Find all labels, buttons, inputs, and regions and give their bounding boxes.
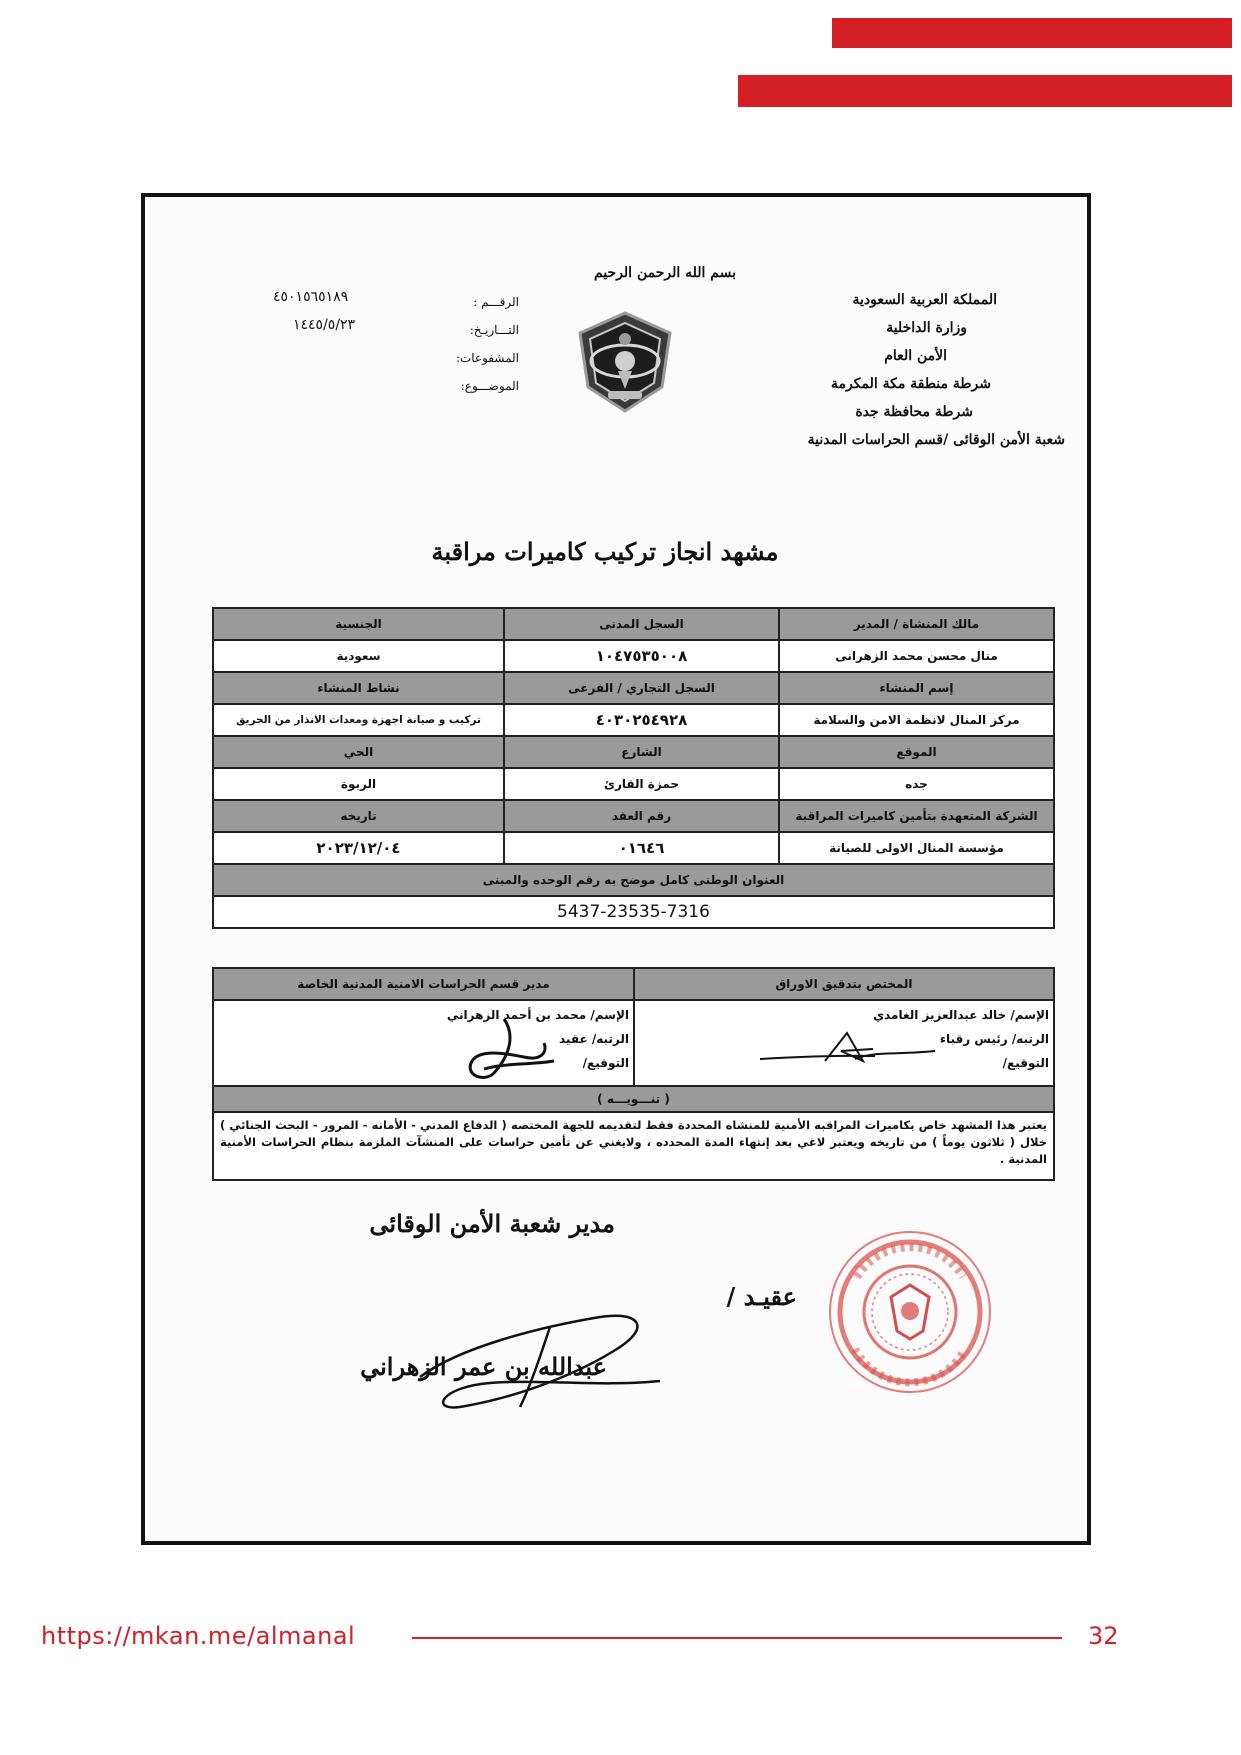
civil-record-label: السجل المدنى — [504, 608, 779, 640]
date-value: ١٤٤٥/٥/٢٣ — [293, 317, 356, 333]
facility-name-label: إسم المنشاء — [779, 672, 1054, 704]
signatures-table — [212, 967, 1055, 1181]
reviewer-signature-icon — [755, 1021, 955, 1081]
table-row — [213, 896, 1054, 928]
org-line-public-security: الأمن العام — [884, 348, 947, 364]
reviewer-header: المختص بتدقيق الاوراق — [634, 968, 1054, 1000]
director-name: عبدالله بن عمر الزهراني — [360, 1352, 607, 1381]
commercial-record-label: السجل التجاري / الفرعى — [504, 672, 779, 704]
reviewer-rank: الرتبه/ رئيس رقباء — [939, 1032, 1049, 1046]
table-row — [213, 704, 1054, 736]
street-value: حمزة القارئ — [504, 768, 779, 800]
owner-label: مالك المنشاة / المدير — [779, 608, 1054, 640]
director-signature-icon — [400, 1307, 680, 1417]
manager-signature-cell — [213, 1000, 634, 1086]
table-row — [213, 736, 1054, 768]
contract-date-label: تاريخه — [213, 800, 504, 832]
company-label: الشركة المتعهدة بتأمين كاميرات المراقبة — [779, 800, 1054, 832]
notice-text: يعتبر هذا المشهد خاص بكاميرات المراقبه الأمنية للمنشاه المحددة فقط لتقديمه للجهة المختصه ( الدفاع المدني - الأمانه - المرور - البحث الجنائي ) خلال ( ثلاثون يوماً ) من تاريخه ويعتبر لاغي بعد إنتهاء المدة المحدده ، ولايغني عن تأمين حراسات على المنشآت الملزمة بنظام الحراسات الأمنية المدنية . — [213, 1112, 1054, 1180]
director-rank: عقيـد / — [726, 1282, 797, 1311]
facility-details-table — [212, 607, 1055, 929]
org-line-department: شعبة الأمن الوقائى /قسم الحراسات المدنية — [807, 432, 1065, 448]
owner-value: منال محسن محمد الزهرانى — [779, 640, 1054, 672]
commercial-record-value: ٤٠٣٠٢٥٤٩٢٨ — [504, 704, 779, 736]
official-stamp-icon — [825, 1227, 995, 1397]
manager-signature-icon — [444, 1013, 564, 1085]
subject-label: الموضـــوع: — [460, 379, 519, 393]
document-title: مشهد انجاز تركيب كاميرات مراقبة — [431, 537, 779, 566]
contract-date-value: ٢٠٢٣/١٢/٠٤ — [213, 832, 504, 864]
national-address-label: العنوان الوطنى كامل موضح به رقم الوحده والمبنى — [213, 864, 1054, 896]
manager-rank: الرتبه/ عقيد — [559, 1032, 629, 1046]
table-row — [213, 672, 1054, 704]
contract-number-label: رقم العقد — [504, 800, 779, 832]
date-label: التـــاريـخ: — [469, 323, 519, 337]
table-row — [213, 608, 1054, 640]
facility-name-value: مركز المنال لانظمة الامن والسلامة — [779, 704, 1054, 736]
number-value: ٤٥٠١٥٦٥١٨٩ — [273, 289, 349, 305]
table-row — [213, 800, 1054, 832]
org-line-makkah-police: شرطة منطقة مكة المكرمة — [831, 376, 991, 392]
civil-record-value: ١٠٤٧٥٣٥٠٠٨ — [504, 640, 779, 672]
street-label: الشارع — [504, 736, 779, 768]
nationality-label: الجنسية — [213, 608, 504, 640]
director-title: مدير شعبة الأمن الوقائى — [369, 1209, 615, 1238]
table-row — [213, 1000, 1054, 1086]
facility-activity-value: تركيب و صيانة اجهزة ومعدات الانذار من الحريق — [213, 704, 504, 736]
security-emblem-icon — [572, 309, 678, 415]
location-label: الموقع — [779, 736, 1054, 768]
footer-url-link[interactable]: https://mkan.me/almanal — [41, 1622, 356, 1650]
reviewer-signature-cell — [634, 1000, 1054, 1086]
national-address-value: 5437-23535-7316 — [213, 896, 1054, 928]
top-red-bar-long — [738, 75, 1232, 107]
scanned-certificate — [141, 193, 1091, 1545]
footer-divider — [412, 1637, 1062, 1639]
table-row — [213, 768, 1054, 800]
table-row — [213, 968, 1054, 1000]
facility-activity-label: نشاط المنشاء — [213, 672, 504, 704]
table-row — [213, 1086, 1054, 1112]
table-row — [213, 864, 1054, 896]
notice-header: ( تنـــويـــه ) — [213, 1086, 1054, 1112]
manager-signature-label: التوقيع/ — [582, 1056, 629, 1070]
top-red-bar-short — [832, 18, 1232, 48]
reviewer-signature-label: التوقيع/ — [1002, 1056, 1049, 1070]
page-number: 32 — [1088, 1622, 1119, 1650]
nationality-value: سعودية — [213, 640, 504, 672]
district-label: الحي — [213, 736, 504, 768]
org-line-jeddah-police: شرطة محافظة جدة — [855, 404, 973, 420]
table-row — [213, 1112, 1054, 1180]
manager-name: الإسم/ محمد بن أحمد الزهراني — [446, 1008, 629, 1022]
table-row — [213, 640, 1054, 672]
table-row — [213, 832, 1054, 864]
company-value: مؤسسة المنال الاولى للصيانة — [779, 832, 1054, 864]
contract-number-value: ٠١٦٤٦ — [504, 832, 779, 864]
reviewer-name: الإسم/ خالد عبدالعزيز الغامدي — [873, 1008, 1049, 1022]
org-line-ministry: وزارة الداخلية — [886, 320, 967, 336]
basmala: بسم الله الرحمن الرحيم — [594, 265, 736, 281]
org-line-kingdom: المملكة العربية السعودية — [852, 292, 997, 308]
number-label: الرقـــم : — [473, 295, 519, 309]
manager-header: مدير قسم الحراسات الامنية المدنية الخاصة — [213, 968, 634, 1000]
district-value: الربوة — [213, 768, 504, 800]
attachments-label: المشفوعات: — [455, 351, 519, 365]
location-value: جده — [779, 768, 1054, 800]
